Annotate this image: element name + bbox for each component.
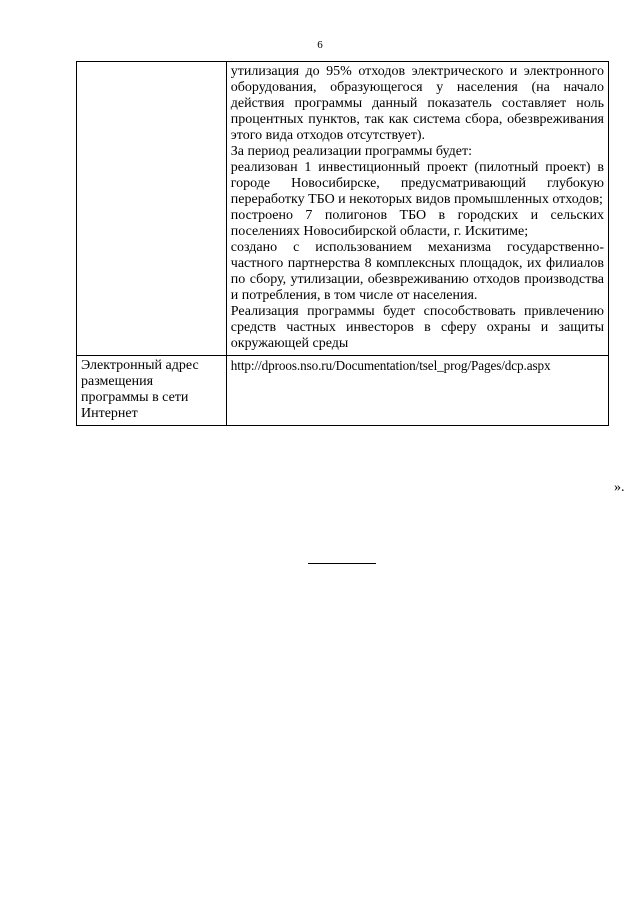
paragraph-waste-disposal: утилизация до 95% отходов электрического и электронного оборудования, образующегося у населения (на начало действия программы данный показатель составляет ноль процентных пунктов, так как система сбора, обезвреживания этого вида отходов отсутствует). xyxy=(230,64,604,143)
end-divider-line xyxy=(308,563,376,564)
paragraph-program-period: За период реализации программы будет: xyxy=(230,144,472,159)
paragraph-sites: создано с использованием механизма государственно-частного партнерства 8 комплексных площадок, их филиалов по сбору, утилизации, обезвреживанию отходов производства и потребления, в том числе от населения. xyxy=(230,240,604,303)
program-url-link[interactable]: http://dproos.nso.ru/Documentation/tsel_prog/Pages/dcp.aspx xyxy=(230,358,551,373)
paragraph-landfills: построено 7 полигонов ТБО в городских и сельских поселениях Новосибирской области, г. Искитиме; xyxy=(230,208,604,239)
program-passport-table xyxy=(76,61,609,426)
expected-results-cell xyxy=(226,62,608,356)
internet-address-label: Электронный адрес размещения программы в сети Интернет xyxy=(77,356,227,426)
row-label-empty xyxy=(77,62,227,356)
closing-quote: ». xyxy=(614,480,625,495)
paragraph-investment-project: реализован 1 инвестиционный проект (пилотный проект) в городе Новосибирске, предусматривающий глубокую переработку ТБО и некоторых видов промышленных отходов; xyxy=(230,160,604,207)
table-row xyxy=(77,356,609,426)
paragraph-investors: Реализация программы будет способствовать привлечению средств частных инвесторов в сферу охраны и защиты окружающей среды xyxy=(230,304,604,351)
table-row xyxy=(77,62,609,356)
page-number: 6 xyxy=(317,39,323,51)
internet-address-cell xyxy=(226,356,608,426)
